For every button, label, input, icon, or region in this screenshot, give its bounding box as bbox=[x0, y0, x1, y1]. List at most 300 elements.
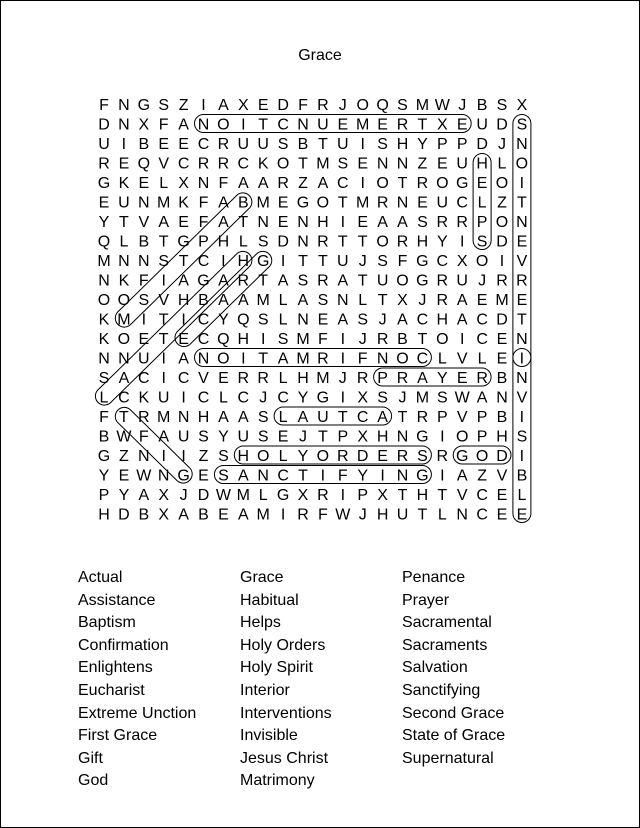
grid-letter: D bbox=[197, 487, 210, 504]
grid-letter: F bbox=[298, 97, 308, 114]
word-list bbox=[0, 567, 640, 807]
grid-letter: S bbox=[357, 311, 369, 329]
grid-letter: C bbox=[416, 311, 429, 329]
grid-letter: R bbox=[217, 136, 230, 153]
grid-letter: Y bbox=[98, 214, 110, 231]
word-list-item: Sacraments bbox=[402, 636, 488, 654]
grid-letter: A bbox=[456, 292, 468, 309]
grid-letter: E bbox=[138, 175, 150, 192]
grid-letter: Y bbox=[436, 233, 448, 251]
grid-letter: G bbox=[416, 467, 429, 485]
grid-letter: X bbox=[138, 116, 150, 134]
grid-letter: E bbox=[516, 292, 528, 309]
grid-letter: A bbox=[476, 389, 488, 407]
word-list-item: Second Grace bbox=[402, 704, 505, 722]
grid-letter: I bbox=[340, 214, 346, 231]
grid-letter: R bbox=[516, 272, 528, 290]
grid-letter: R bbox=[476, 370, 488, 387]
grid-letter: H bbox=[197, 409, 210, 426]
grid-letter: U bbox=[177, 428, 190, 446]
grid-letter: O bbox=[495, 175, 509, 192]
grid-letter: E bbox=[257, 97, 269, 114]
grid-letter: P bbox=[357, 487, 369, 504]
grid-letter: Z bbox=[477, 467, 487, 485]
grid-letter: R bbox=[376, 194, 389, 212]
word-list-item: Eucharist bbox=[78, 681, 145, 699]
grid-letter: H bbox=[416, 487, 429, 504]
grid-letter: H bbox=[297, 370, 309, 387]
grid-letter: Q bbox=[376, 97, 389, 114]
grid-letter: U bbox=[436, 194, 449, 212]
word-column-2 bbox=[240, 567, 332, 793]
grid-letter: L bbox=[497, 155, 507, 173]
grid-letter: C bbox=[337, 175, 349, 192]
grid-letter: L bbox=[358, 292, 368, 309]
grid-letter: E bbox=[198, 467, 209, 485]
grid-letter: S bbox=[218, 448, 229, 465]
grid-letter: B bbox=[138, 233, 150, 251]
grid-letter: T bbox=[258, 272, 269, 290]
grid-letter: A bbox=[218, 272, 229, 290]
grid-letter: Y bbox=[218, 428, 229, 446]
grid-letter: N bbox=[197, 116, 210, 134]
grid-letter: I bbox=[340, 331, 346, 348]
grid-letter: Y bbox=[218, 311, 229, 329]
grid-letter: I bbox=[519, 448, 525, 465]
grid-letter: Z bbox=[198, 448, 209, 465]
grid-letter: P bbox=[436, 136, 448, 153]
grid-letter: T bbox=[397, 409, 408, 426]
grid-letter: R bbox=[277, 175, 289, 192]
grid-letter: L bbox=[278, 292, 288, 309]
grid-letter: X bbox=[297, 487, 309, 504]
grid-letter: Y bbox=[417, 136, 428, 153]
grid-letter: R bbox=[456, 214, 468, 231]
grid-letter: A bbox=[158, 214, 170, 231]
grid-letter: J bbox=[398, 389, 407, 407]
grid-letter: N bbox=[516, 331, 528, 348]
grid-letter: R bbox=[257, 370, 269, 387]
grid-letter: A bbox=[456, 467, 468, 485]
grid-letter: N bbox=[396, 194, 409, 212]
grid-letter: F bbox=[198, 214, 209, 231]
grid-letter: N bbox=[257, 467, 269, 485]
grid-letter: S bbox=[218, 467, 229, 485]
word-list-item: Holy Orders bbox=[240, 636, 326, 654]
grid-letter: U bbox=[337, 136, 349, 153]
grid-letter: D bbox=[277, 97, 289, 114]
grid-letter: E bbox=[357, 214, 369, 231]
grid-letter: R bbox=[317, 487, 329, 504]
grid-letter: T bbox=[337, 233, 348, 251]
grid-letter: H bbox=[237, 331, 250, 348]
grid-letter: E bbox=[377, 116, 388, 134]
grid-letter: N bbox=[297, 214, 309, 231]
grid-letter: N bbox=[376, 350, 389, 368]
grid-letter: M bbox=[296, 350, 310, 368]
grid-letter: B bbox=[397, 331, 408, 348]
grid-letter: C bbox=[456, 194, 468, 212]
grid-letter: E bbox=[516, 233, 528, 251]
word-list-item: Enlightens bbox=[78, 659, 153, 677]
grid-letter: I bbox=[340, 389, 346, 407]
grid-letter: T bbox=[377, 292, 388, 309]
grid-letter: R bbox=[436, 214, 449, 231]
grid-letter: F bbox=[397, 253, 408, 270]
grid-letter: I bbox=[161, 370, 166, 387]
grid-letter: G bbox=[97, 448, 111, 465]
grid-letter: X bbox=[178, 175, 189, 192]
grid-letter: W bbox=[215, 487, 231, 504]
grid-letter: T bbox=[437, 487, 448, 504]
grid-letter: M bbox=[157, 194, 171, 212]
grid-letter: C bbox=[197, 331, 210, 348]
grid-letter: V bbox=[456, 409, 468, 426]
grid-letter: T bbox=[158, 331, 169, 348]
grid-letter: L bbox=[258, 487, 268, 504]
grid-letter: E bbox=[138, 331, 150, 348]
grid-letter: S bbox=[377, 136, 388, 153]
grid-letter: N bbox=[118, 97, 130, 114]
grid-letter: E bbox=[476, 292, 488, 309]
grid-letter: F bbox=[138, 272, 149, 290]
grid-letter: M bbox=[356, 116, 370, 134]
grid-letter: R bbox=[416, 175, 429, 192]
grid-letter: R bbox=[317, 97, 329, 114]
grid-letter: S bbox=[516, 428, 528, 446]
grid-letter: N bbox=[337, 292, 349, 309]
grid-letter: N bbox=[297, 233, 309, 251]
grid-letter: J bbox=[418, 292, 427, 309]
grid-letter: Y bbox=[436, 370, 448, 387]
grid-letter: A bbox=[178, 116, 189, 134]
word-list-item: Invisible bbox=[240, 727, 298, 745]
grid-letter: W bbox=[116, 428, 132, 446]
grid-letter: A bbox=[158, 428, 170, 446]
grid-letter: J bbox=[498, 136, 506, 153]
grid-letter: A bbox=[417, 370, 428, 387]
grid-letter: T bbox=[258, 116, 269, 134]
grid-letter: I bbox=[260, 331, 266, 348]
grid-letter: H bbox=[416, 233, 429, 251]
grid-letter: V bbox=[516, 389, 528, 407]
grid-letter: L bbox=[99, 389, 109, 407]
grid-letter: U bbox=[98, 136, 110, 153]
word-list-item: Actual bbox=[78, 569, 123, 586]
grid-letter: S bbox=[516, 116, 528, 134]
grid-letter: T bbox=[158, 233, 169, 251]
grid-letter: O bbox=[316, 448, 330, 465]
grid-letter: I bbox=[141, 311, 147, 329]
grid-letter: G bbox=[455, 448, 469, 465]
grid-letter: I bbox=[519, 350, 525, 368]
grid-letter: P bbox=[198, 233, 209, 251]
grid-letter: O bbox=[495, 214, 509, 231]
grid-letter: T bbox=[298, 467, 308, 485]
grid-letter: P bbox=[456, 136, 468, 153]
grid-letter: F bbox=[337, 467, 348, 485]
grid-letter: A bbox=[297, 292, 309, 309]
grid-letter: I bbox=[280, 253, 286, 270]
grid-letter: K bbox=[98, 331, 110, 348]
grid-letter: B bbox=[476, 97, 488, 114]
grid-letter: N bbox=[138, 253, 150, 270]
grid-letter: V bbox=[456, 487, 468, 504]
grid-letter: U bbox=[456, 272, 468, 290]
grid-letter: F bbox=[138, 428, 149, 446]
grid-letter: G bbox=[296, 194, 310, 212]
grid-letter: P bbox=[436, 409, 448, 426]
grid-letter: Z bbox=[119, 448, 129, 465]
grid-letter: N bbox=[118, 253, 130, 270]
word-list-item: Gift bbox=[78, 749, 103, 767]
grid-letter: R bbox=[396, 370, 409, 387]
grid-letter: O bbox=[475, 448, 489, 465]
grid-letter: R bbox=[356, 370, 369, 387]
grid-letter: D bbox=[98, 116, 110, 134]
grid-letter: F bbox=[318, 331, 328, 348]
grid-letter: J bbox=[338, 97, 347, 114]
grid-letter: S bbox=[257, 311, 269, 329]
grid-letter: J bbox=[259, 389, 268, 407]
grid-letter: C bbox=[237, 155, 250, 173]
grid-letter: S bbox=[138, 292, 150, 309]
grid-letter: L bbox=[278, 370, 288, 387]
grid-letter: E bbox=[178, 331, 189, 348]
grid-letter: O bbox=[217, 350, 230, 368]
word-list-item: Habitual bbox=[240, 591, 299, 609]
grid-letter: I bbox=[161, 448, 166, 465]
grid-letter: I bbox=[440, 428, 445, 446]
word-list-item: Jesus Christ bbox=[240, 749, 329, 767]
grid-letter: S bbox=[257, 428, 269, 446]
grid-letter: U bbox=[257, 136, 269, 153]
grid-letter: S bbox=[377, 253, 388, 270]
grid-letter: C bbox=[177, 370, 190, 387]
grid-letter: R bbox=[496, 272, 508, 290]
grid-letter: P bbox=[98, 487, 110, 504]
grid-letter: I bbox=[340, 487, 346, 504]
grid-letter: T bbox=[158, 311, 169, 329]
grid-letter: O bbox=[396, 350, 409, 368]
grid-letter: S bbox=[158, 253, 170, 270]
word-list-item: First Grace bbox=[78, 727, 158, 745]
grid-letter: I bbox=[121, 136, 127, 153]
grid-letter: B bbox=[297, 136, 309, 153]
grid-letter: I bbox=[161, 350, 166, 368]
grid-letter: S bbox=[496, 97, 508, 114]
grid-letter: D bbox=[496, 116, 508, 134]
grid-letter: I bbox=[181, 311, 186, 329]
grid-letter: R bbox=[376, 331, 389, 348]
grid-letter: H bbox=[476, 155, 488, 173]
word-list-item: Assistance bbox=[78, 591, 156, 609]
grid-letter: G bbox=[416, 253, 429, 270]
grid-letter: T bbox=[178, 253, 189, 270]
grid-letter: H bbox=[98, 506, 110, 524]
grid-letter: E bbox=[496, 487, 508, 504]
grid-letter: N bbox=[197, 350, 210, 368]
grid-letter: Y bbox=[98, 467, 110, 485]
grid-letter: P bbox=[337, 428, 349, 446]
puzzle-title: Grace bbox=[298, 47, 342, 64]
grid-letter: O bbox=[97, 292, 111, 309]
grid-letter: C bbox=[237, 389, 250, 407]
grid-letter: O bbox=[436, 331, 449, 348]
grid-letter: T bbox=[517, 194, 527, 212]
grid-letter: C bbox=[138, 370, 150, 387]
grid-letter: A bbox=[337, 311, 349, 329]
grid-letters bbox=[97, 97, 528, 524]
grid-letter: I bbox=[181, 448, 186, 465]
grid-letter: C bbox=[197, 253, 210, 270]
grid-letter: D bbox=[476, 136, 488, 153]
grid-letter: K bbox=[178, 194, 189, 212]
word-list-item: Prayer bbox=[402, 591, 450, 609]
grid-letter: Y bbox=[297, 448, 309, 465]
grid-letter: G bbox=[197, 272, 210, 290]
grid-letter: N bbox=[496, 389, 508, 407]
grid-letter: K bbox=[118, 175, 130, 192]
grid-letter: H bbox=[396, 136, 409, 153]
grid-letter: C bbox=[476, 506, 488, 524]
grid-letter: C bbox=[177, 155, 190, 173]
grid-letter: C bbox=[476, 311, 488, 329]
grid-letter: S bbox=[257, 409, 269, 426]
grid-letter: M bbox=[415, 97, 430, 114]
grid-letter: R bbox=[436, 292, 449, 309]
word-list-item: Supernatural bbox=[402, 749, 494, 767]
grid-letter: I bbox=[440, 467, 445, 485]
grid-letter: A bbox=[337, 272, 349, 290]
grid-letter: O bbox=[515, 155, 529, 173]
grid-letter: D bbox=[496, 311, 508, 329]
grid-letter: I bbox=[360, 136, 365, 153]
grid-letter: R bbox=[237, 272, 250, 290]
grid-letter: R bbox=[337, 448, 349, 465]
grid-letter: T bbox=[337, 194, 348, 212]
grid-letter: I bbox=[320, 467, 326, 485]
grid-letter: S bbox=[436, 389, 448, 407]
grid-letter: H bbox=[217, 233, 230, 251]
grid-letter: S bbox=[98, 370, 110, 387]
grid-letter: S bbox=[158, 97, 170, 114]
grid-letter: Q bbox=[97, 233, 111, 251]
grid-letter: I bbox=[221, 253, 226, 270]
grid-letter: E bbox=[178, 136, 189, 153]
grid-letter: O bbox=[455, 428, 469, 446]
grid-letter: R bbox=[436, 448, 449, 465]
grid-letter: N bbox=[516, 370, 528, 387]
grid-letter: I bbox=[459, 233, 465, 251]
grid-letter: R bbox=[138, 409, 150, 426]
grid-letter: U bbox=[237, 428, 250, 446]
grid-letter: G bbox=[256, 253, 270, 270]
grid-letter: N bbox=[138, 448, 150, 465]
grid-letter: L bbox=[477, 350, 487, 368]
grid-letter: T bbox=[318, 428, 328, 446]
grid-letter: A bbox=[297, 409, 309, 426]
grid-letter: A bbox=[218, 409, 229, 426]
grid-letter: X bbox=[357, 389, 369, 407]
grid-letter: U bbox=[376, 272, 389, 290]
grid-letter: L bbox=[238, 233, 248, 251]
grid-letter: K bbox=[257, 155, 269, 173]
grid-letter: E bbox=[277, 214, 289, 231]
grid-letter: C bbox=[356, 409, 369, 426]
grid-letter: O bbox=[376, 233, 389, 251]
grid-letter: N bbox=[138, 194, 150, 212]
grid-letter: A bbox=[218, 214, 229, 231]
word-list-item: State of Grace bbox=[402, 727, 506, 745]
grid-letter: A bbox=[237, 409, 249, 426]
grid-letter: E bbox=[277, 428, 289, 446]
grid-letter: O bbox=[217, 116, 230, 134]
grid-letter: M bbox=[415, 389, 430, 407]
grid-letter: T bbox=[337, 409, 348, 426]
grid-letter: W bbox=[454, 389, 470, 407]
grid-letter: T bbox=[517, 311, 527, 329]
grid-letter: A bbox=[397, 214, 408, 231]
grid-letter: I bbox=[340, 350, 346, 368]
grid-letter: X bbox=[436, 116, 448, 134]
grid-letter: X bbox=[377, 487, 388, 504]
word-list-item: Helps bbox=[240, 614, 281, 632]
grid-letter: T bbox=[298, 253, 308, 270]
grid-letter: Y bbox=[357, 467, 369, 485]
grid-letter: R bbox=[317, 350, 329, 368]
grid-letter: D bbox=[118, 506, 130, 524]
grid-letter: M bbox=[356, 194, 370, 212]
grid-letter: S bbox=[277, 136, 289, 153]
grid-letter: C bbox=[197, 389, 210, 407]
grid-letter: Z bbox=[497, 194, 507, 212]
grid-letter: O bbox=[475, 253, 489, 270]
grid-letter: P bbox=[476, 428, 488, 446]
grid-letter: N bbox=[197, 175, 210, 192]
grid-letter: I bbox=[241, 116, 246, 134]
grid-letter: E bbox=[377, 448, 388, 465]
grid-letter: N bbox=[157, 467, 170, 485]
grid-letter: A bbox=[218, 97, 229, 114]
grid-letter: X bbox=[237, 97, 249, 114]
grid-letter: L bbox=[278, 448, 288, 465]
grid-letter: U bbox=[337, 253, 349, 270]
grid-letter: A bbox=[237, 467, 249, 485]
grid-letter: N bbox=[118, 116, 130, 134]
grid-letter: J bbox=[358, 253, 367, 270]
grid-letter: A bbox=[377, 409, 388, 426]
grid-letter: N bbox=[396, 155, 409, 173]
grid-letter: T bbox=[258, 350, 269, 368]
grid-letter: F bbox=[318, 506, 328, 524]
grid-letter: R bbox=[396, 233, 409, 251]
grid-letter: V bbox=[198, 370, 209, 387]
grid-letter: L bbox=[218, 389, 228, 407]
grid-letter: E bbox=[436, 155, 448, 173]
grid-letter: S bbox=[277, 331, 289, 348]
grid-letter: A bbox=[277, 350, 289, 368]
grid-letter: A bbox=[397, 311, 408, 329]
word-list-item: God bbox=[78, 772, 109, 790]
grid-letter: U bbox=[118, 194, 130, 212]
grid-letter: Z bbox=[298, 175, 308, 192]
grid-letter: T bbox=[238, 214, 249, 231]
grid-letter: I bbox=[201, 97, 206, 114]
grid-letter: C bbox=[277, 467, 289, 485]
grid-letter: X bbox=[456, 253, 468, 270]
grid-letter: P bbox=[476, 409, 488, 426]
